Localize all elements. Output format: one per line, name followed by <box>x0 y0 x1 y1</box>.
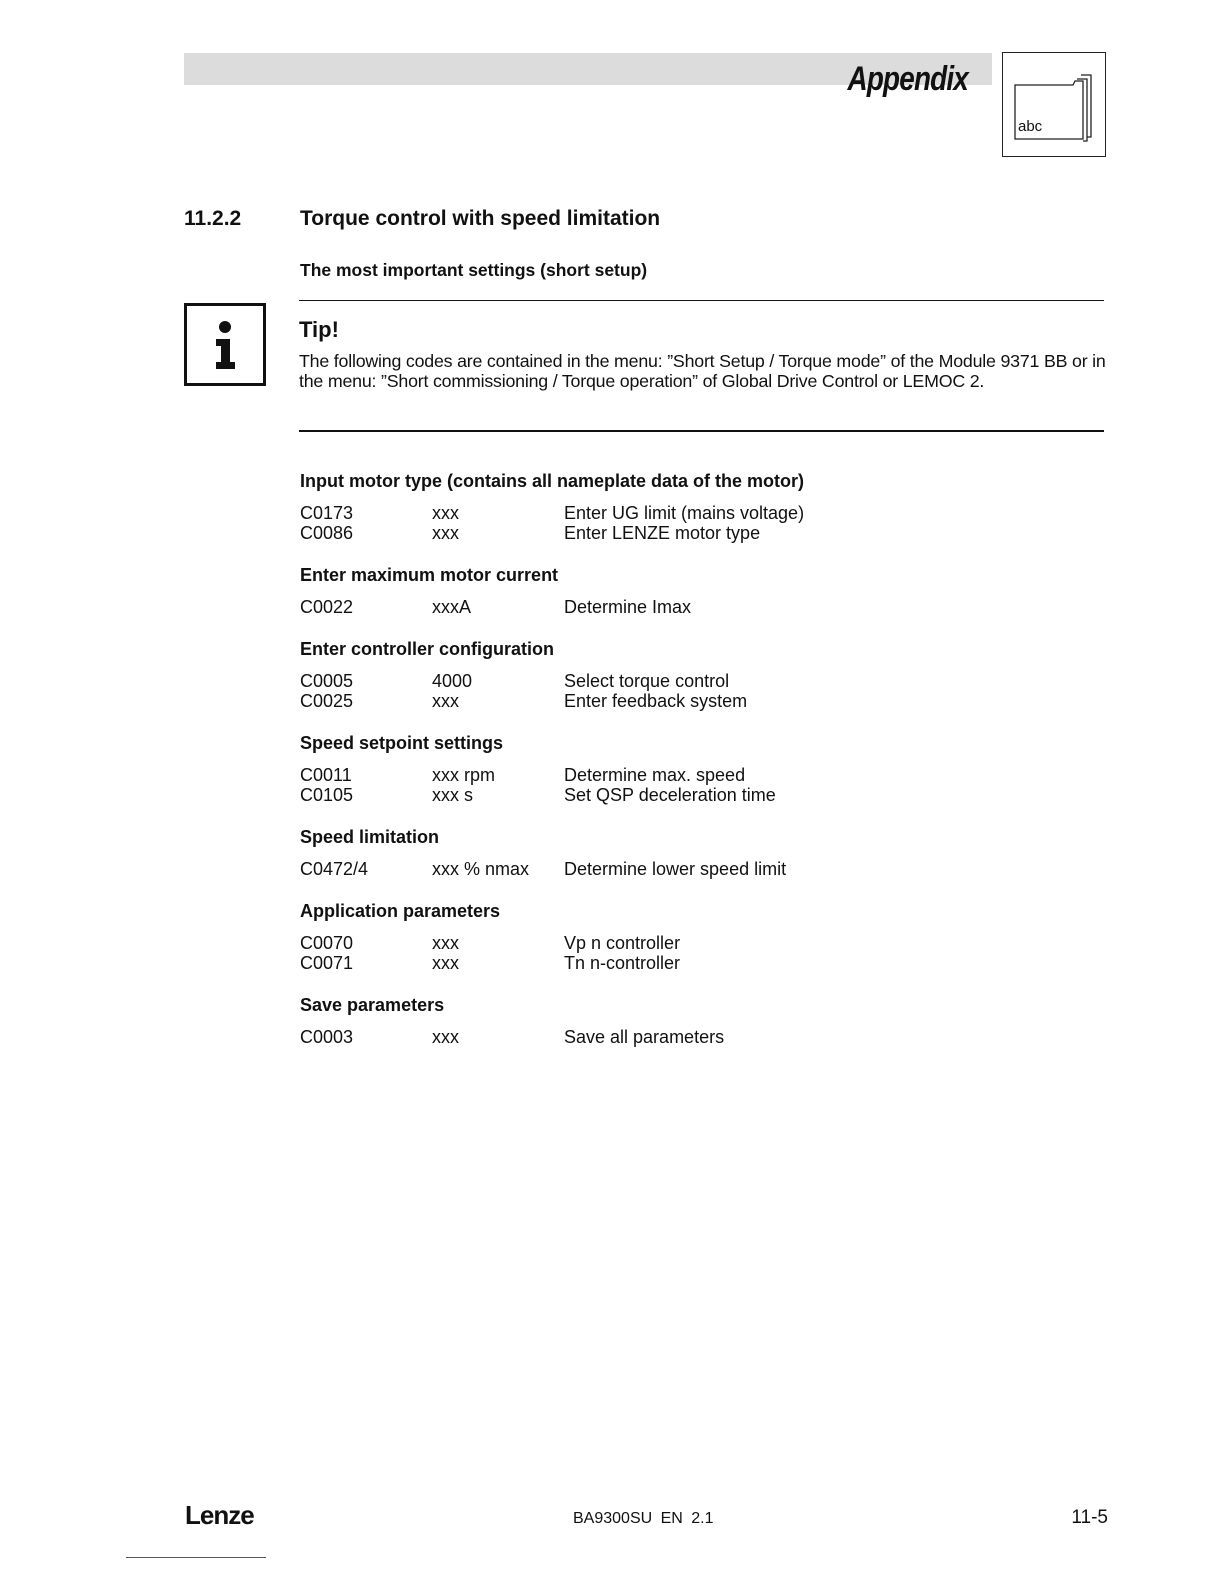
tip-title: Tip! <box>299 317 339 342</box>
table-row <box>300 933 1100 953</box>
settings-group-controller-config <box>300 638 1100 711</box>
table-row <box>300 1027 1100 1047</box>
group-title: Speed setpoint settings <box>300 733 504 753</box>
description-cell: Set QSP deceleration time <box>564 785 776 805</box>
code-cell: C0070 <box>300 933 354 953</box>
value-cell: xxx s <box>432 785 474 805</box>
link-underline[interactable] <box>126 1557 266 1558</box>
group-title: Enter maximum motor current <box>300 565 559 585</box>
group-title: Input motor type (contains all nameplate data of the motor) <box>300 471 805 491</box>
value-cell: xxx <box>432 933 459 953</box>
settings-group-motor-type <box>300 470 1100 543</box>
code-cell: C0472/4 <box>300 859 369 879</box>
code-cell: C0105 <box>300 785 354 805</box>
section-title: Torque control with speed limitation <box>300 207 661 230</box>
folder-tabs-icon <box>1011 71 1103 147</box>
code-cell: C0003 <box>300 1027 354 1047</box>
page-number: 11-5 <box>1071 1507 1108 1528</box>
table-row <box>300 597 1100 617</box>
description-cell: Save all parameters <box>564 1027 725 1047</box>
settings-group-motor-current <box>300 564 1100 617</box>
value-cell: xxx rpm <box>432 765 495 785</box>
group-title: Application parameters <box>300 901 501 921</box>
value-cell: 4000 <box>432 671 473 691</box>
table-row <box>300 859 1100 879</box>
register-tab-box <box>1002 52 1106 157</box>
description-cell: Determine Imax <box>564 597 692 617</box>
group-title: Speed limitation <box>300 827 440 847</box>
section-number: 11.2.2 <box>184 207 242 230</box>
table-row <box>300 503 1100 523</box>
code-cell: C0086 <box>300 523 354 543</box>
description-cell: Select torque control <box>564 671 730 691</box>
table-row <box>300 671 1100 691</box>
table-row <box>300 691 1100 711</box>
description-cell: Enter feedback system <box>564 691 748 711</box>
tab-label: abc <box>1018 118 1043 135</box>
code-cell: C0022 <box>300 597 354 617</box>
settings-group-speed-setpoint <box>300 732 1100 805</box>
value-cell: xxx <box>432 953 459 973</box>
document-id: BA9300SU EN 2.1 <box>573 1510 714 1527</box>
value-cell: xxxA <box>432 597 472 617</box>
settings-group-application <box>300 900 1100 973</box>
tip-bottom-rule <box>299 430 1104 432</box>
code-cell: C0071 <box>300 953 354 973</box>
value-cell: xxx <box>432 691 459 711</box>
description-cell: Tn n-controller <box>564 953 681 973</box>
table-row <box>300 523 1100 543</box>
code-cell: C0173 <box>300 503 354 523</box>
settings-group-speed-limitation <box>300 826 1100 879</box>
lenze-logo: Lenze <box>185 1500 254 1530</box>
value-cell: xxx % nmax <box>432 859 530 879</box>
table-row <box>300 953 1100 973</box>
group-title: Save parameters <box>300 995 445 1015</box>
page-header-title: Appendix <box>847 60 968 98</box>
value-cell: xxx <box>432 523 459 543</box>
settings-groups <box>300 470 1100 1068</box>
info-icon <box>184 303 266 386</box>
value-cell: xxx <box>432 503 459 523</box>
code-cell: C0011 <box>300 765 352 785</box>
table-row <box>300 785 1100 805</box>
tip-top-rule <box>299 300 1104 301</box>
code-cell: C0025 <box>300 691 354 711</box>
tip-text: The following codes are contained in the menu: ”Short Setup / Torque mode” of the Module 9371 BB or in the menu: ”Short commissioning / Torque operation” of Global Drive Control or LEMOC 2. <box>299 351 1106 391</box>
description-cell: Enter LENZE motor type <box>564 523 761 543</box>
value-cell: xxx <box>432 1027 459 1047</box>
group-title: Enter controller configuration <box>300 639 555 659</box>
description-cell: Determine lower speed limit <box>564 859 787 879</box>
section-subtitle: The most important settings (short setup) <box>300 260 648 280</box>
table-row <box>300 765 1100 785</box>
description-cell: Enter UG limit (mains voltage) <box>564 503 805 523</box>
description-cell: Vp n controller <box>564 933 681 953</box>
code-cell: C0005 <box>300 671 354 691</box>
settings-group-save <box>300 994 1100 1047</box>
description-cell: Determine max. speed <box>564 765 746 785</box>
